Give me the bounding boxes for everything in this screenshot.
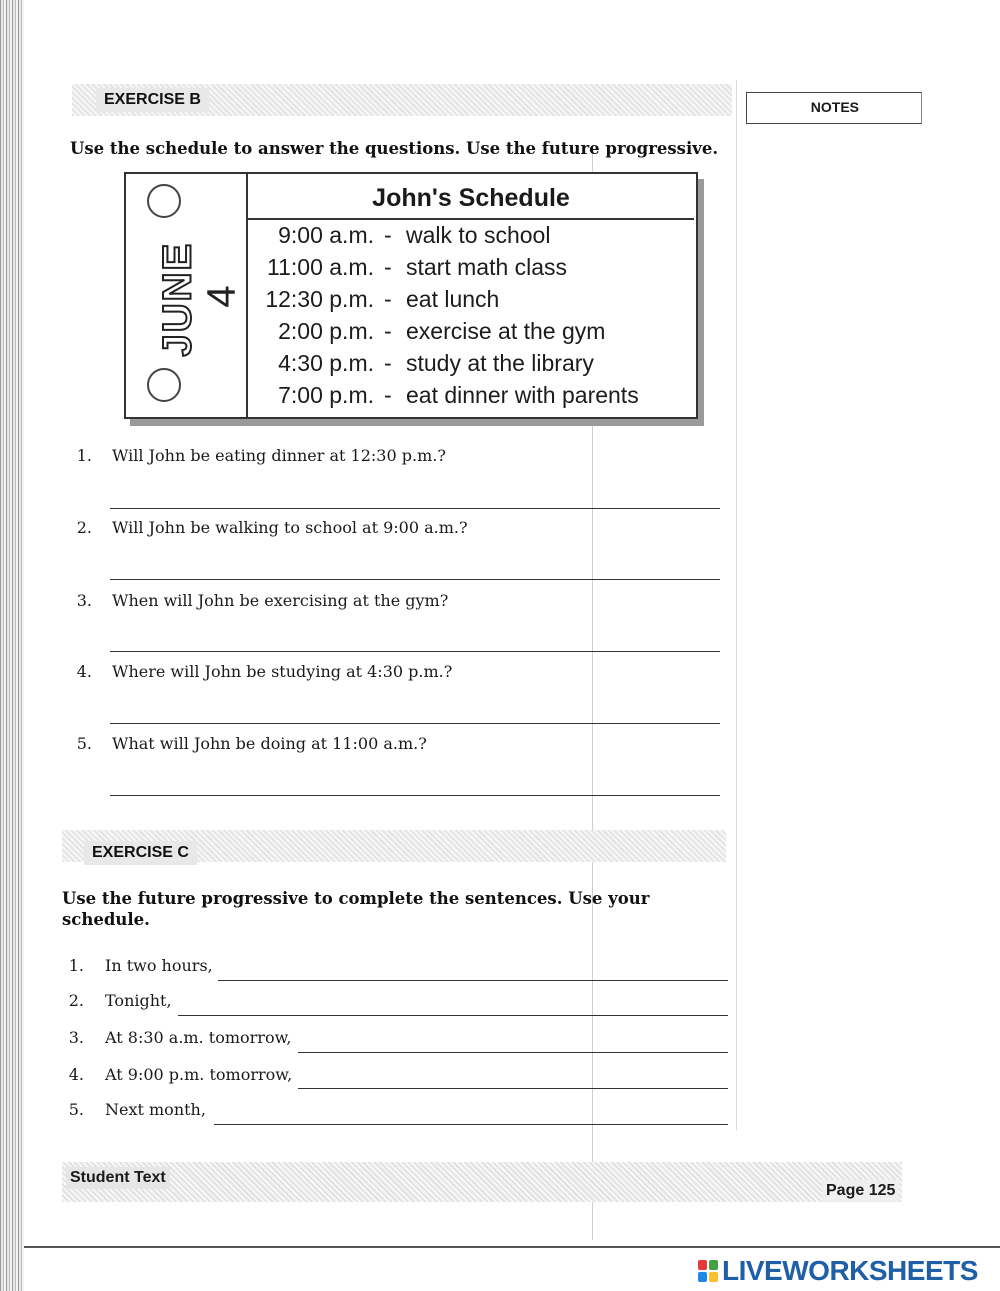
schedule-time: 2:00 p.m.	[278, 318, 374, 344]
schedule-day: 4	[199, 285, 244, 308]
question-text: Where will John be studying at 4:30 p.m.?	[112, 662, 453, 681]
column-divider	[736, 80, 737, 1130]
question-number: 5.	[76, 734, 92, 753]
question-text: Will John be eating dinner at 12:30 p.m.?	[112, 446, 446, 465]
question-text: Will John be walking to school at 9:00 a.m.?	[112, 518, 468, 537]
schedule-row	[248, 254, 694, 286]
page-bottom-rule	[24, 1246, 1000, 1248]
schedule-activity: study at the library	[406, 350, 594, 376]
question-number: 5.	[68, 1100, 84, 1119]
brand-text: LIVEWORKSHEETS	[722, 1255, 978, 1286]
binder-ring-bottom	[147, 368, 181, 402]
answer-field-c-3[interactable]	[298, 1030, 728, 1053]
schedule-row	[248, 382, 694, 414]
answer-field-b-3[interactable]	[110, 627, 720, 652]
schedule-time: 7:00 p.m.	[278, 382, 374, 408]
exercise-b-label: EXERCISE B	[96, 88, 209, 112]
schedule-card	[124, 172, 698, 419]
schedule-time: 12:30 p.m.	[265, 286, 374, 312]
liveworksheets-logo-icon	[698, 1260, 718, 1282]
sentence-starter: At 8:30 a.m. tomorrow,	[105, 1028, 292, 1047]
schedule-dash: -	[384, 318, 392, 344]
answer-field-c-4[interactable]	[298, 1066, 728, 1089]
answer-field-c-1[interactable]	[218, 958, 728, 981]
question-number: 2.	[68, 991, 84, 1010]
exercise-c-label: EXERCISE C	[84, 841, 197, 865]
schedule-dash: -	[384, 382, 392, 408]
notes-box	[746, 92, 922, 124]
schedule-row	[248, 222, 694, 254]
question-text: What will John be doing at 11:00 a.m.?	[112, 734, 427, 753]
answer-field-b-4[interactable]	[110, 699, 720, 724]
calendar-tab	[126, 174, 248, 417]
schedule-time: 9:00 a.m.	[278, 222, 374, 248]
binder-ring-top	[147, 184, 181, 218]
schedule-dash: -	[384, 222, 392, 248]
scan-spine	[0, 0, 24, 1291]
footer-page-number: Page 125	[822, 1180, 899, 1202]
sentence-starter: In two hours,	[105, 956, 213, 975]
exercise-c-instruction-line2: schedule.	[62, 910, 150, 929]
schedule-row	[248, 350, 694, 382]
schedule-activity: exercise at the gym	[406, 318, 606, 344]
question-number: 4.	[68, 1065, 84, 1084]
exercise-b-instruction: Use the schedule to answer the questions. Use the future progressive.	[70, 139, 719, 158]
liveworksheets-brand	[698, 1255, 978, 1286]
schedule-activity: eat dinner with parents	[406, 382, 639, 408]
schedule-row	[248, 286, 694, 318]
schedule-title: John's Schedule	[248, 174, 694, 220]
schedule-dash: -	[384, 350, 392, 376]
schedule-dash: -	[384, 254, 392, 280]
footer-student-text: Student Text	[66, 1167, 170, 1189]
question-number: 3.	[68, 1028, 84, 1047]
sentence-starter: Next month,	[105, 1100, 206, 1119]
sentence-starter: Tonight,	[105, 991, 172, 1010]
answer-field-b-2[interactable]	[110, 555, 720, 580]
question-number: 1.	[68, 956, 84, 975]
schedule-row	[248, 318, 694, 350]
schedule-activity: walk to school	[406, 222, 551, 248]
answer-field-b-1[interactable]	[110, 484, 720, 509]
question-number: 4.	[76, 662, 92, 681]
schedule-month: JUNE	[155, 241, 200, 357]
sentence-starter: At 9:00 p.m. tomorrow,	[105, 1065, 293, 1084]
footer-bar	[62, 1162, 902, 1202]
question-text: When will John be exercising at the gym?	[112, 591, 449, 610]
schedule-time: 4:30 p.m.	[278, 350, 374, 376]
answer-field-c-5[interactable]	[214, 1102, 728, 1125]
question-number: 1.	[76, 446, 92, 465]
schedule-activity: start math class	[406, 254, 568, 280]
question-number: 3.	[76, 591, 92, 610]
exercise-c-instruction-line1: Use the future progressive to complete the sentences. Use your	[62, 889, 650, 908]
schedule-dash: -	[384, 286, 392, 312]
answer-field-b-5[interactable]	[110, 771, 720, 796]
schedule-time: 11:00 a.m.	[267, 254, 374, 280]
question-number: 2.	[76, 518, 92, 537]
answer-field-c-2[interactable]	[178, 993, 728, 1016]
notes-label: NOTES	[810, 99, 859, 115]
schedule-activity: eat lunch	[406, 286, 500, 312]
